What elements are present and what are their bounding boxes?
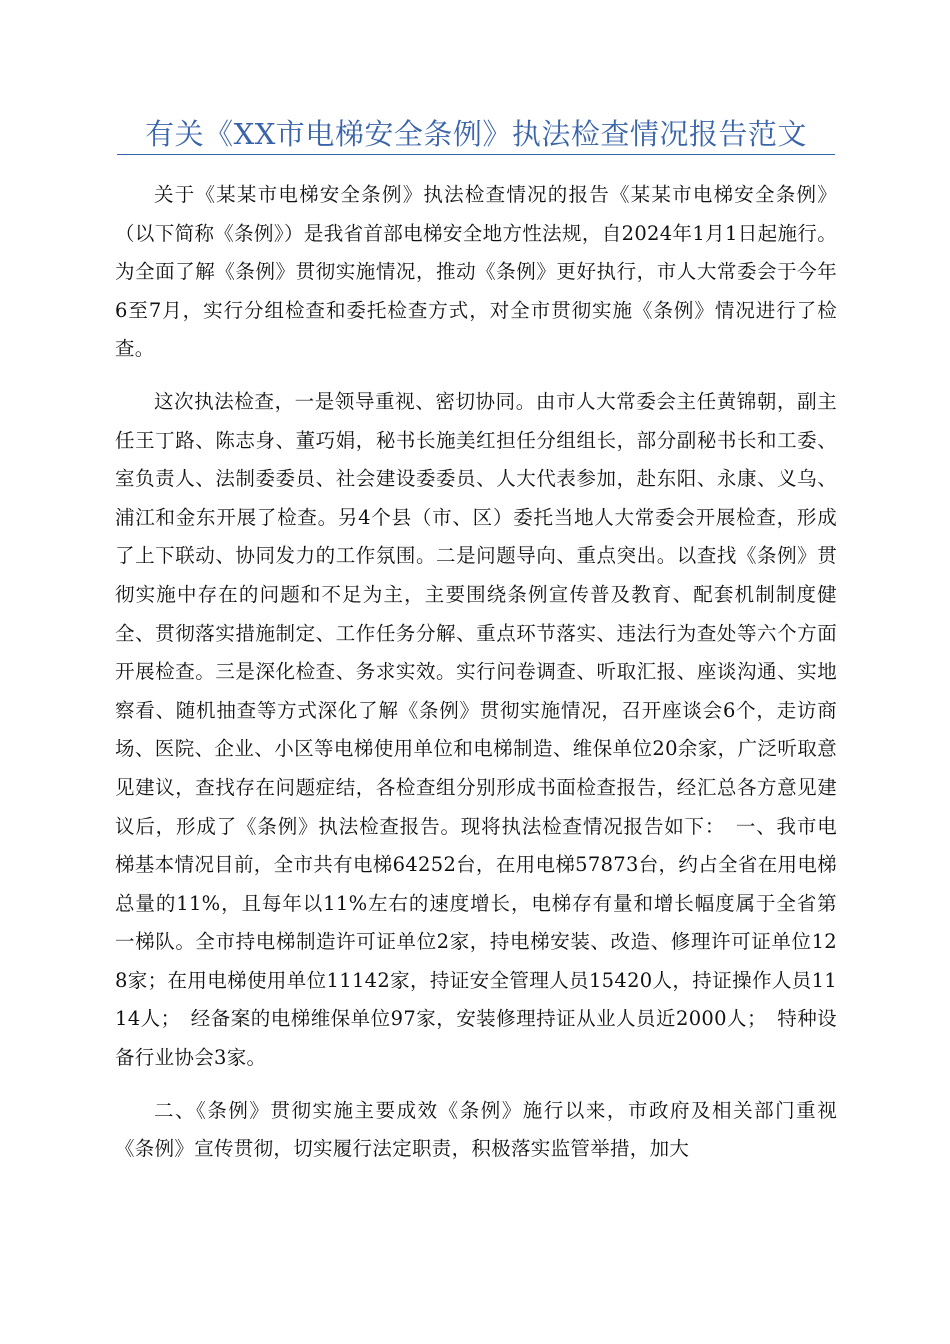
document-title: 有关《XX市电梯安全条例》执法检查情况报告范文: [145, 117, 807, 151]
title-underline: [117, 154, 835, 155]
paragraph-intro: 关于《某某市电梯安全条例》执法检查情况的报告《某某市电梯安全条例》（以下简称《条例》）是我省首部电梯安全地方性法规，自2024年1月1日起施行。为全面了解《条例》贯彻实施情况，推动《条例》更好执行，市人大常委会于今年6至7月，实行分组检查和委托检查方式，对全市贯彻实施《条例》情况进行了检查。: [115, 183, 837, 361]
document-body: [115, 176, 837, 1169]
paragraph-achievements: 二、《条例》贯彻实施主要成效《条例》施行以来，市政府及相关部门重视《条例》宣传贯彻，切实履行法定职责，积极落实监管举措，加大: [115, 1098, 837, 1161]
paragraph-inspection: 这次执法检查，一是领导重视、密切协同。由市人大常委会主任黄锦朝，副主任王丁路、陈志身、董巧娟，秘书长施美红担任分组组长，部分副秘书长和工委、室负责人、法制委委员、社会建设委委员、人大代表参加，赴东阳、永康、义乌、浦江和金东开展了检查。另4个县（市、区）委托当地人大常委会开展检查，形成了上下联动、协同发力的工作氛围。二是问题导向、重点突出。以查找《条例》贯彻实施中存在的问题和不足为主，主要围绕条例宣传普及教育、配套机制制度健全、贯彻落实措施制定、工作任务分解、重点环节落实、违法行为查处等六个方面开展检查。三是深化检查、务求实效。实行问卷调查、听取汇报、座谈沟通、实地察看、随机抽查等方式深化了解《条例》贯彻实施情况，召开座谈会6个，走访商场、医院、企业、小区等电梯使用单位和电梯制造、维保单位20余家，广泛听取意见建议，查找存在问题症结，各检查组分别形成书面检查报告，经汇总各方意见建议后，形成了《条例》执法检查报告。现将执法检查情况报告如下： 一、我市电梯基本情况目前，全市共有电梯64252台，在用电梯57873台，约占全省在用电梯总量的11%，且每年以11%左右的速度增长，电梯存有量和增长幅度属于全省第一梯队。全市持电梯制造许可证单位2家，持电梯安装、改造、修理许可证单位128家；在用电梯使用单位11142家，持证安全管理人员15420人，持证操作人员1114人； 经备案的电梯维保单位97家，安装修理持证从业人员近2000人； 特种设备行业协会3家。: [115, 389, 837, 1070]
